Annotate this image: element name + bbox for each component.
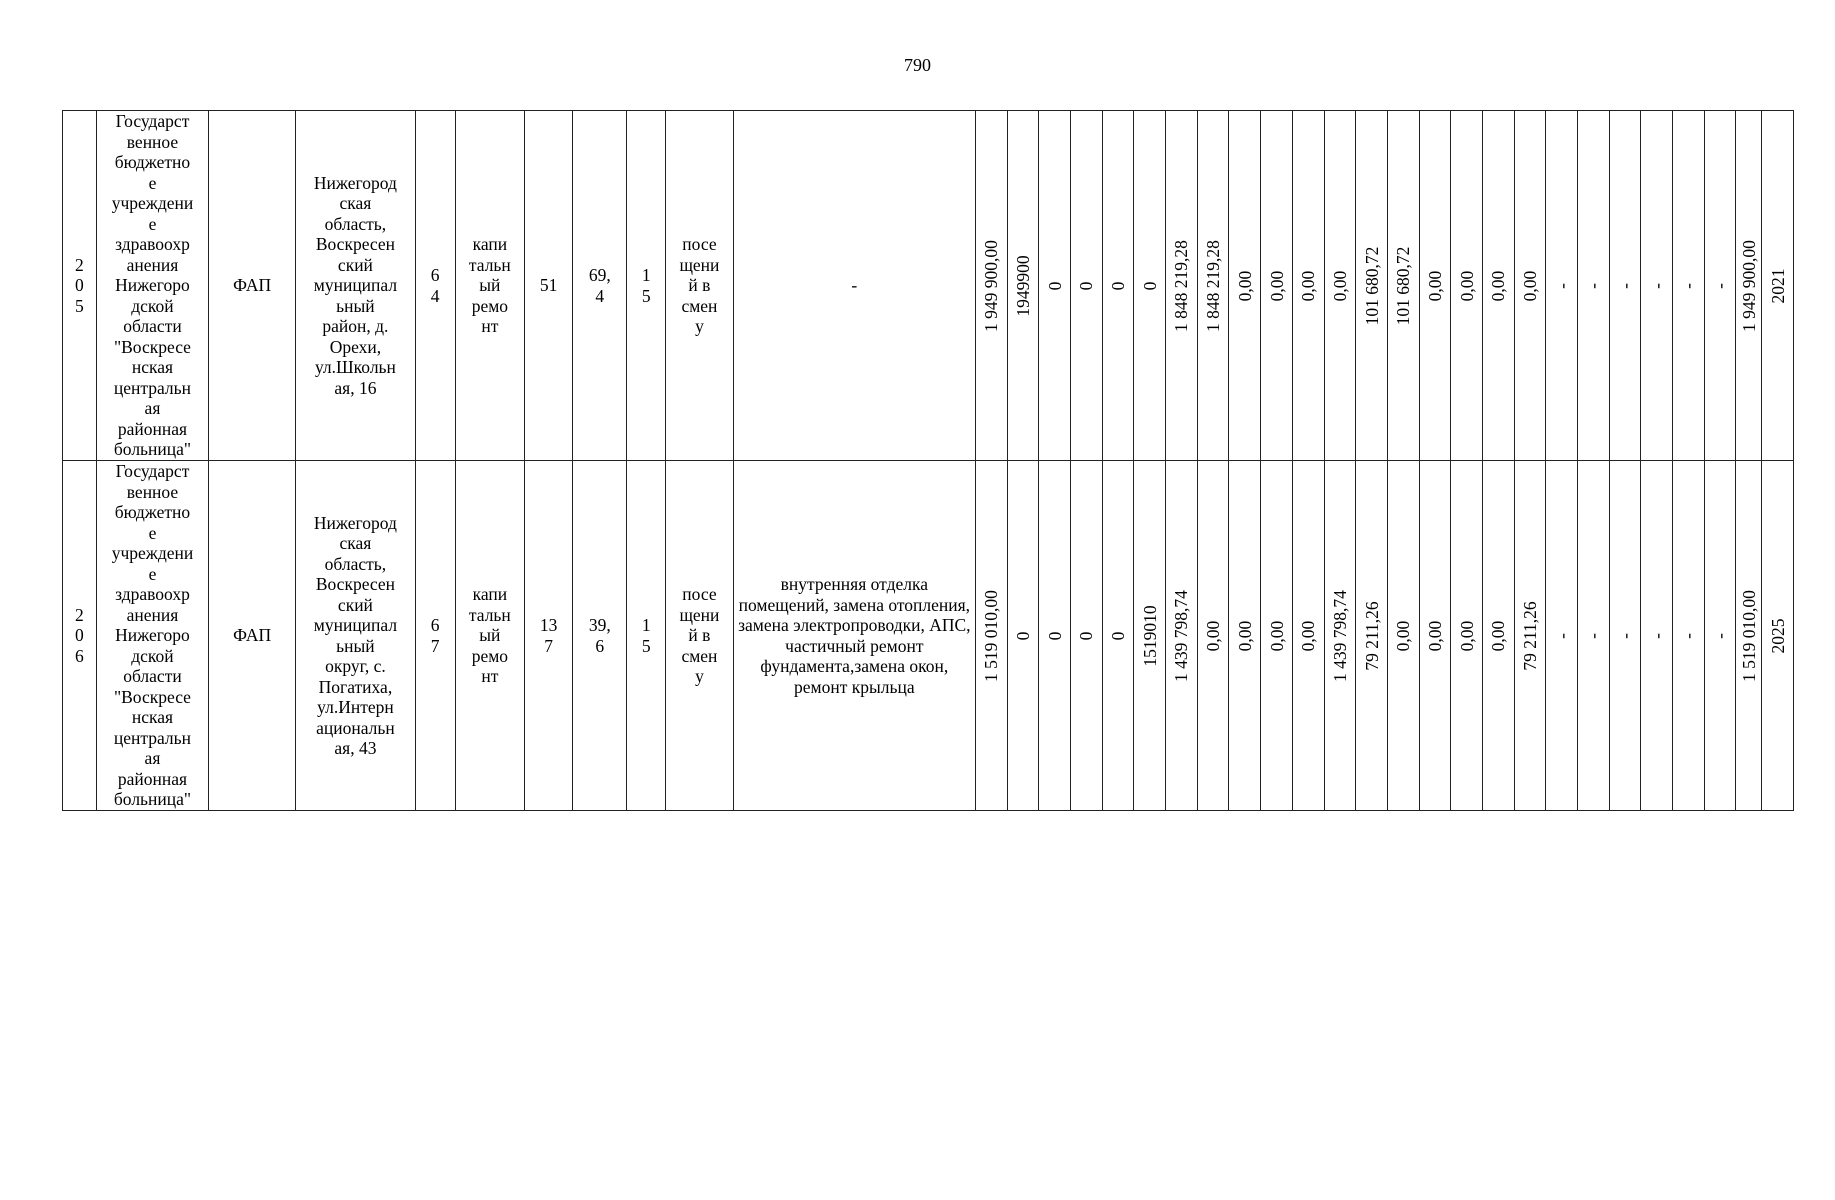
amount-cell bbox=[1324, 461, 1356, 811]
value-c8: 1 5 bbox=[627, 111, 666, 461]
amount-value: 0 bbox=[1044, 631, 1065, 640]
row-number: 2 0 6 bbox=[63, 461, 97, 811]
amount-cell bbox=[1482, 461, 1514, 811]
amount-value: 0,00 bbox=[1519, 270, 1540, 301]
amount-value: 0,00 bbox=[1424, 620, 1445, 651]
capacity-unit: посе щени й в смен у bbox=[666, 111, 733, 461]
amount-cell bbox=[1102, 111, 1134, 461]
row-number: 2 0 5 bbox=[63, 111, 97, 461]
amount-cell bbox=[1134, 461, 1166, 811]
amount-cell bbox=[1514, 461, 1546, 811]
amount-cell bbox=[1673, 111, 1705, 461]
amount-cell bbox=[1197, 461, 1229, 811]
amount-value: - bbox=[1583, 632, 1604, 639]
amount-value: 0,00 bbox=[1424, 270, 1445, 301]
amount-value: 79 211,26 bbox=[1519, 600, 1540, 671]
facilities-table bbox=[62, 110, 1794, 811]
amount-cell bbox=[1641, 111, 1673, 461]
amount-value: - bbox=[1709, 282, 1730, 289]
amount-cell bbox=[1229, 461, 1261, 811]
facility-address: Нижегород ская область, Воскресен ский муниципал ьный район, д. Орехи, ул.Школьн ая, 16 bbox=[296, 111, 416, 461]
amount-cell bbox=[1324, 111, 1356, 461]
amount-cell bbox=[1673, 461, 1705, 811]
amount-value: 0 bbox=[1012, 631, 1033, 640]
capacity-unit: посе щени й в смен у bbox=[666, 461, 733, 811]
amount-value: 1 949 900,00 bbox=[981, 239, 1002, 332]
amount-cell bbox=[1736, 111, 1762, 461]
amount-cell bbox=[1609, 111, 1641, 461]
amount-value: 0,00 bbox=[1297, 270, 1318, 301]
facility-address: Нижегород ская область, Воскресен ский муниципал ьный округ, с. Погатиха, ул.Интерн ациональн ая, 43 bbox=[296, 461, 416, 811]
value-c6: 51 bbox=[525, 111, 573, 461]
value-c4: 6 7 bbox=[415, 461, 455, 811]
amount-value: 2025 bbox=[1767, 618, 1788, 653]
organization-name: Государст венное бюджетно е учреждени е здравоохр анения Нижегоро дской области "Воскресе нская центральн ая районная больница" bbox=[96, 111, 208, 461]
amount-value: - bbox=[1678, 632, 1699, 639]
facility-type: ФАП bbox=[209, 111, 296, 461]
amount-cell bbox=[1419, 111, 1451, 461]
amount-value: - bbox=[1551, 632, 1572, 639]
amount-cell bbox=[1704, 461, 1736, 811]
amount-cell bbox=[1704, 111, 1736, 461]
amount-cell bbox=[1578, 461, 1610, 811]
work-type: капи тальн ый ремо нт bbox=[455, 111, 525, 461]
amount-value: 0 bbox=[1044, 281, 1065, 290]
amount-cell bbox=[1482, 111, 1514, 461]
amount-value: 0,00 bbox=[1488, 620, 1509, 651]
amount-value: 0,00 bbox=[1234, 270, 1255, 301]
amount-value: - bbox=[1646, 632, 1667, 639]
amount-cell bbox=[1419, 461, 1451, 811]
amount-value: 1 949 900,00 bbox=[1738, 239, 1759, 332]
value-c7: 39, 6 bbox=[573, 461, 627, 811]
amount-value: 101 680,72 bbox=[1361, 246, 1382, 325]
amount-value: 0 bbox=[1076, 281, 1097, 290]
amount-value: 1 848 219,28 bbox=[1202, 239, 1223, 332]
amount-cell bbox=[1387, 461, 1419, 811]
amount-cell bbox=[1007, 111, 1039, 461]
value-c6: 13 7 bbox=[525, 461, 573, 811]
amount-cell bbox=[1762, 111, 1794, 461]
amount-cell bbox=[1166, 111, 1198, 461]
amount-value: 0,00 bbox=[1234, 620, 1255, 651]
amount-value: 1 439 798,74 bbox=[1171, 589, 1192, 682]
amount-cell bbox=[1578, 111, 1610, 461]
amount-cell bbox=[1546, 111, 1578, 461]
amount-cell bbox=[1356, 461, 1388, 811]
amount-cell bbox=[1387, 111, 1419, 461]
amount-cell bbox=[1071, 111, 1103, 461]
amount-cell bbox=[1134, 111, 1166, 461]
amount-value: 1 848 219,28 bbox=[1171, 239, 1192, 332]
amount-cell bbox=[1609, 461, 1641, 811]
amount-cell bbox=[1261, 111, 1293, 461]
work-description: - bbox=[733, 111, 975, 461]
amount-cell bbox=[1641, 461, 1673, 811]
amount-cell bbox=[1197, 111, 1229, 461]
work-description: внутренняя отделка помещений, замена отопления, замена электропроводки, АПС, частичный ремонт фундамента,замена окон, ремонт крыльца bbox=[733, 461, 975, 811]
amount-value: 1519010 bbox=[1139, 604, 1160, 667]
amount-cell bbox=[1292, 461, 1324, 811]
amount-cell bbox=[1102, 461, 1134, 811]
amount-value: 0,00 bbox=[1329, 270, 1350, 301]
amount-cell bbox=[1039, 461, 1071, 811]
amount-value: 0 bbox=[1076, 631, 1097, 640]
amount-value: 0 bbox=[1107, 281, 1128, 290]
value-c8: 1 5 bbox=[627, 461, 666, 811]
amount-value: 79 211,26 bbox=[1361, 600, 1382, 671]
amount-cell bbox=[1292, 111, 1324, 461]
amount-value: 1 519 010,00 bbox=[1738, 589, 1759, 682]
amount-value: - bbox=[1678, 282, 1699, 289]
amount-cell bbox=[1546, 461, 1578, 811]
amount-value: 0,00 bbox=[1456, 270, 1477, 301]
amount-value: 1 519 010,00 bbox=[981, 589, 1002, 682]
amount-value: - bbox=[1551, 282, 1572, 289]
table-row bbox=[63, 461, 1794, 811]
facility-type: ФАП bbox=[209, 461, 296, 811]
value-c7: 69, 4 bbox=[573, 111, 627, 461]
amount-cell bbox=[975, 111, 1007, 461]
page-number: 790 bbox=[904, 55, 931, 75]
amount-value: - bbox=[1614, 632, 1635, 639]
amount-value: - bbox=[1646, 282, 1667, 289]
value-c4: 6 4 bbox=[415, 111, 455, 461]
amount-value: 1949900 bbox=[1012, 254, 1033, 317]
amount-value: 0,00 bbox=[1393, 620, 1414, 651]
work-type: капи тальн ый ремо нт bbox=[455, 461, 525, 811]
amount-cell bbox=[1261, 461, 1293, 811]
amount-cell bbox=[1007, 461, 1039, 811]
amount-cell bbox=[1039, 111, 1071, 461]
amount-value: 101 680,72 bbox=[1393, 246, 1414, 325]
amount-value: 0 bbox=[1107, 631, 1128, 640]
amount-value: 1 439 798,74 bbox=[1329, 589, 1350, 682]
amount-cell bbox=[1166, 461, 1198, 811]
amount-value: 2021 bbox=[1767, 268, 1788, 303]
amount-value: 0,00 bbox=[1202, 620, 1223, 651]
amount-value: 0,00 bbox=[1266, 620, 1287, 651]
amount-cell bbox=[1762, 461, 1794, 811]
amount-cell bbox=[1071, 461, 1103, 811]
amount-cell bbox=[1514, 111, 1546, 461]
amount-cell bbox=[975, 461, 1007, 811]
amount-cell bbox=[1356, 111, 1388, 461]
amount-cell bbox=[1736, 461, 1762, 811]
table-row bbox=[63, 111, 1794, 461]
amount-value: 0,00 bbox=[1456, 620, 1477, 651]
amount-value: - bbox=[1583, 282, 1604, 289]
amount-value: 0,00 bbox=[1488, 270, 1509, 301]
amount-value: - bbox=[1614, 282, 1635, 289]
organization-name: Государст венное бюджетно е учреждени е здравоохр анения Нижегоро дской области "Воскресе нская центральн ая районная больница" bbox=[96, 461, 208, 811]
amount-value: - bbox=[1709, 632, 1730, 639]
amount-cell bbox=[1229, 111, 1261, 461]
amount-cell bbox=[1451, 111, 1483, 461]
amount-cell bbox=[1451, 461, 1483, 811]
amount-value: 0 bbox=[1139, 281, 1160, 290]
amount-value: 0,00 bbox=[1266, 270, 1287, 301]
amount-value: 0,00 bbox=[1297, 620, 1318, 651]
